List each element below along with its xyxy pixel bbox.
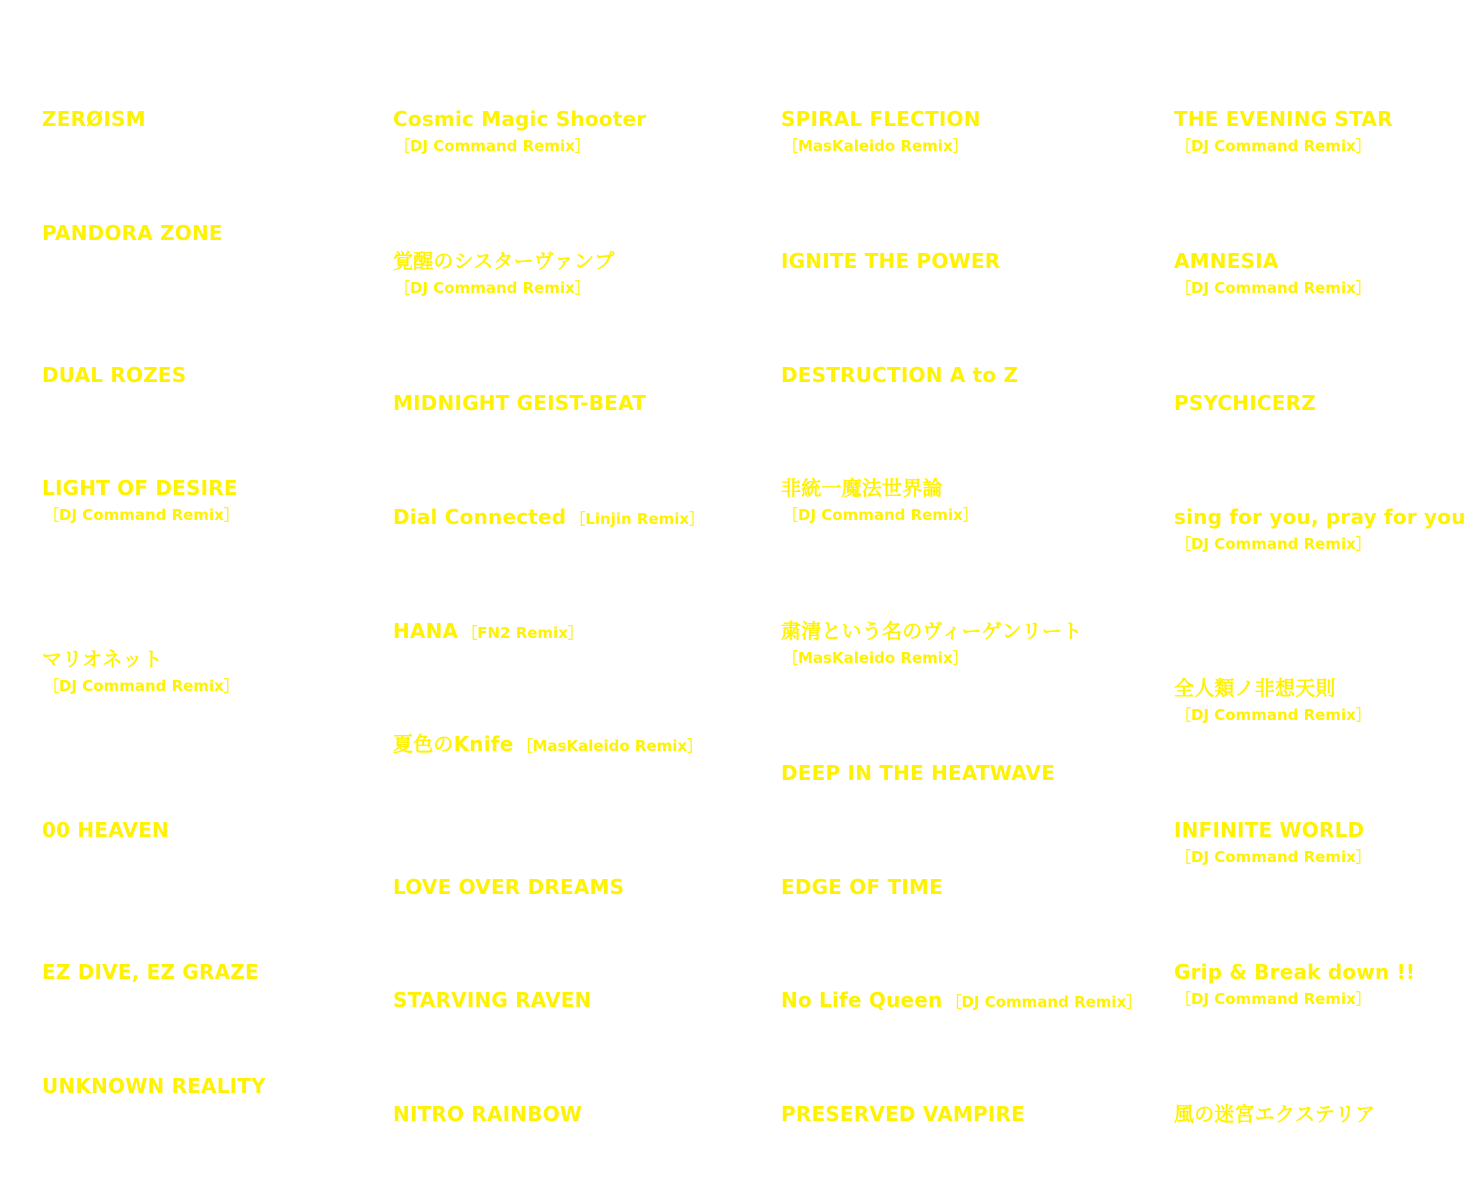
song-column-1: [42, 0, 372, 1200]
song-entry: [42, 818, 169, 842]
song-title: MIDNIGHT GEIST-BEAT: [393, 391, 647, 415]
song-column-4: [1174, 0, 1464, 1200]
song-remix: ［DJ Command Remix］: [395, 137, 590, 155]
song-entry: [42, 1074, 266, 1098]
song-title: NITRO RAINBOW: [393, 1102, 583, 1126]
song-remix: ［MasKaleido Remix］: [517, 737, 703, 755]
song-column-3: [781, 0, 1151, 1200]
song-remix: ［DJ Command Remix］: [1176, 990, 1371, 1008]
song-entry: [1174, 107, 1393, 155]
song-entry: [393, 988, 592, 1012]
song-title: AMNESIA: [1174, 249, 1279, 273]
song-title: DUAL ROZES: [42, 363, 187, 387]
song-title: LIGHT OF DESIRE: [42, 476, 238, 500]
song-remix: ［FN2 Remix］: [462, 624, 583, 642]
song-title: INFINITE WORLD: [1174, 818, 1365, 842]
song-title: 覚醒のシスターヴァンプ: [393, 249, 615, 273]
song-entry: [393, 619, 583, 643]
song-title: マリオネット: [42, 647, 163, 671]
song-title: DEEP IN THE HEATWAVE: [781, 761, 1056, 785]
song-title: 00 HEAVEN: [42, 818, 169, 842]
song-remix: ［DJ Command Remix］: [1176, 535, 1371, 553]
song-title: UNKNOWN REALITY: [42, 1074, 266, 1098]
song-title: 全人類ノ非想天則: [1174, 676, 1336, 700]
song-title: EZ DIVE, EZ GRAZE: [42, 960, 259, 984]
song-title: EDGE OF TIME: [781, 875, 943, 899]
song-entry: [42, 363, 186, 387]
song-title: SPIRAL FLECTION: [781, 107, 981, 131]
song-remix: ［DJ Command Remix］: [946, 993, 1142, 1011]
song-entry: [781, 1102, 1025, 1126]
song-remix: ［DJ Command Remix］: [1176, 706, 1371, 724]
song-entry: [42, 647, 239, 695]
song-entry: [42, 960, 259, 984]
song-title: sing for you, pray for you: [1174, 505, 1466, 529]
song-remix: ［MasKaleido Remix］: [783, 649, 968, 667]
song-entry: [42, 476, 239, 524]
song-entry: [393, 505, 704, 529]
song-entry: [781, 875, 943, 899]
song-remix: ［DJ Command Remix］: [44, 506, 239, 524]
song-title: Grip & Break down !!: [1174, 960, 1416, 984]
song-entry: [42, 107, 146, 131]
song-entry: [1174, 1102, 1375, 1126]
song-title: STARVING RAVEN: [393, 988, 592, 1012]
song-entry: [393, 107, 646, 155]
song-entry: [393, 875, 624, 899]
song-title: 夏色のKnife: [393, 732, 514, 756]
song-entry: [781, 476, 978, 524]
song-entry: [393, 391, 646, 415]
song-entry: [393, 732, 702, 756]
song-column-2: [393, 0, 763, 1200]
song-entry: [1174, 505, 1466, 553]
song-entry: [1174, 391, 1316, 415]
song-entry: [781, 761, 1055, 785]
song-title: Cosmic Magic Shooter: [393, 107, 647, 131]
song-entry: [42, 221, 223, 245]
song-entry: [1174, 818, 1371, 866]
song-remix: ［DJ Command Remix］: [1176, 848, 1371, 866]
song-title: HANA: [393, 619, 459, 643]
song-entry: [1174, 249, 1371, 297]
song-title: 風の迷宮エクステリア: [1174, 1102, 1376, 1126]
song-title: LOVE OVER DREAMS: [393, 875, 625, 899]
song-remix: ［DJ Command Remix］: [783, 506, 978, 524]
song-remix: ［DJ Command Remix］: [44, 677, 239, 695]
song-title: IGNITE THE POWER: [781, 249, 1001, 273]
song-title: PSYCHICERZ: [1174, 391, 1316, 415]
song-title: No Life Queen: [781, 988, 943, 1012]
song-entry: [393, 249, 614, 297]
song-title: DESTRUCTION A to Z: [781, 363, 1019, 387]
song-remix: ［Linjin Remix］: [570, 510, 705, 528]
song-remix: ［DJ Command Remix］: [395, 279, 590, 297]
song-title: 非統一魔法世界論: [781, 476, 943, 500]
song-entry: [781, 249, 1000, 273]
song-remix: ［MasKaleido Remix］: [783, 137, 968, 155]
song-remix: ［DJ Command Remix］: [1176, 279, 1371, 297]
song-title: PRESERVED VAMPIRE: [781, 1102, 1025, 1126]
song-title: PANDORA ZONE: [42, 221, 223, 245]
song-entry: [781, 988, 1141, 1012]
song-title: ZERØISM: [42, 107, 146, 131]
song-entry: [781, 619, 1082, 667]
song-entry: [1174, 676, 1371, 724]
song-entry: [781, 363, 1018, 387]
song-entry: [781, 107, 981, 155]
song-entry: [1174, 960, 1415, 1008]
song-remix: ［DJ Command Remix］: [1176, 137, 1371, 155]
song-title: THE EVENING STAR: [1174, 107, 1393, 131]
song-title: Dial Connected: [393, 505, 567, 529]
song-entry: [393, 1102, 582, 1126]
song-title: 粛清という名のヴィーゲンリート: [781, 619, 1083, 643]
